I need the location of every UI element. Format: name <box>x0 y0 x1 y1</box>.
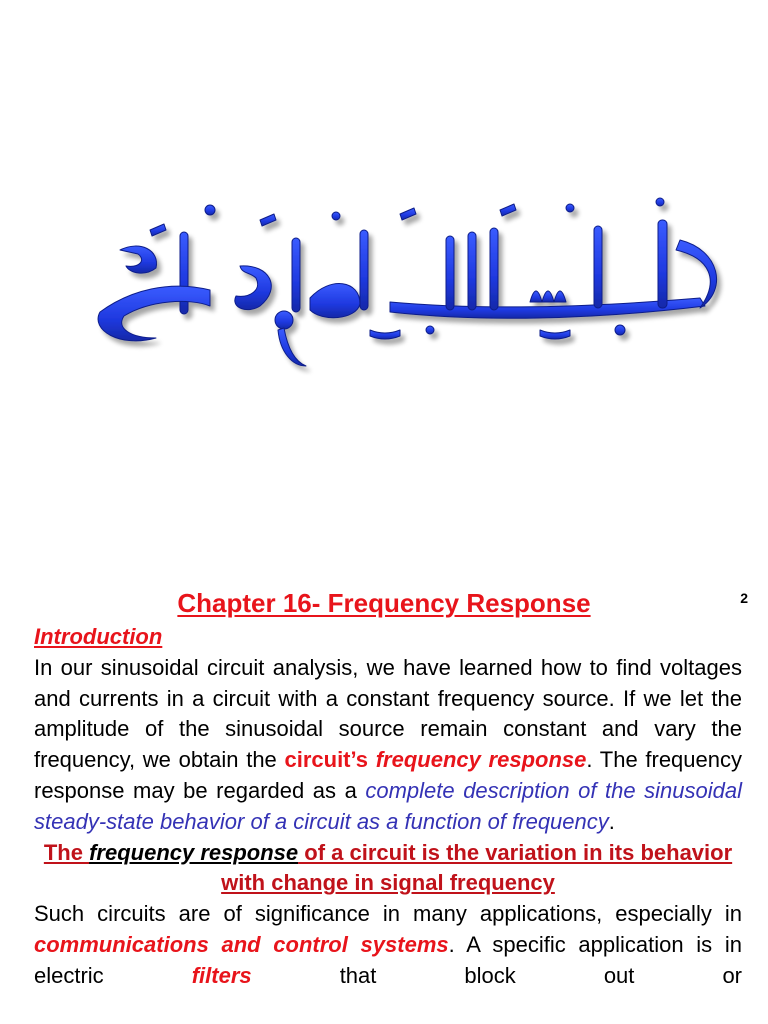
steady-state-description: complete description of the sinusoidal steady-state behavior of a circuit as a function of frequency <box>34 777 742 834</box>
term-communications-control: communications and control systems <box>34 931 449 957</box>
intro-paragraph: In our sinusoidal circuit analysis, we have learned how to find voltages and currents in a circuit with a constant frequency source. If we let the amplitude of the sinusoidal source remain constant and vary the frequency, we obtain the circuit’s frequency response. The frequency response may be regarded as a complete description of the sinusoidal steady-state behavior of a circuit as a function of frequency. <box>34 654 742 834</box>
intro-text: In our sinusoidal circuit analysis, we have learned how to find voltages and currents in a circuit with a constant frequency source. If we let the amplitude of the sinusoidal source remain constant and vary the frequency, we obtain the <box>34 654 742 773</box>
definition-statement: The frequency response of a circuit is the variation in its behavior with change in signal frequency <box>43 839 733 896</box>
term-filters: filters <box>191 962 252 988</box>
term-frequency-response: frequency response <box>375 747 587 773</box>
term-circuits: circuit’s <box>284 747 369 773</box>
applications-paragraph: Such circuits are of significance in many applications, especially in communications and control systems. A specific application is in electric filters that block out or <box>34 901 743 988</box>
content-slide <box>0 580 768 1024</box>
definition-key-term: frequency response <box>89 839 299 865</box>
bismillah-calligraphy-image <box>60 180 740 380</box>
intro-text-cont: . The frequency response may be regarded as a <box>34 747 742 803</box>
slide-body <box>34 622 742 992</box>
section-heading: Introduction <box>34 624 163 649</box>
slide-number: 2 <box>740 590 748 606</box>
chapter-title: Chapter 16- Frequency Response <box>177 588 591 618</box>
